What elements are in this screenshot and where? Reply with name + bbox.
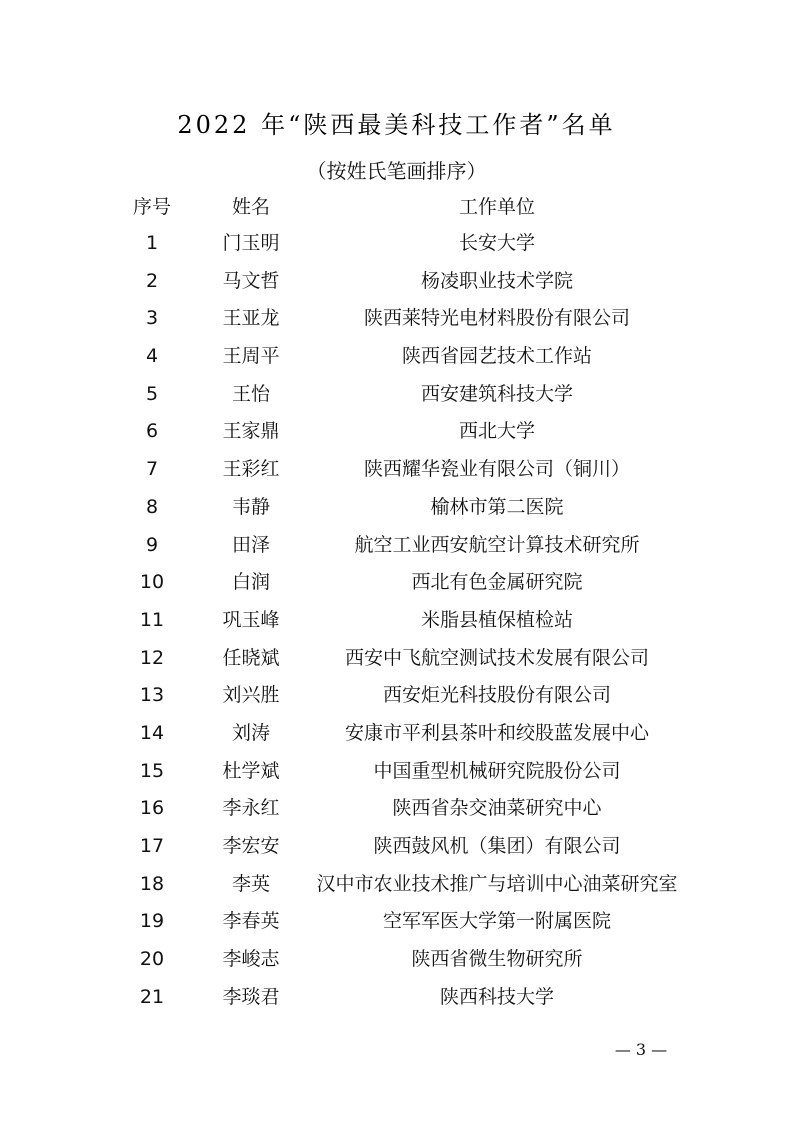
row-unit: 陕西省微生物研究所 xyxy=(411,948,583,971)
row-index: 2 xyxy=(145,269,159,292)
row-index: 6 xyxy=(145,420,159,443)
row-name: 李宏安 xyxy=(222,835,280,857)
row-index: 13 xyxy=(139,684,165,707)
row-name: 李英 xyxy=(231,872,270,895)
row-name: 任晓斌 xyxy=(222,646,280,669)
table-row xyxy=(0,451,793,489)
row-name: 韦静 xyxy=(231,495,270,518)
row-index: 18 xyxy=(139,872,165,895)
row-index: 20 xyxy=(139,948,165,971)
table-row xyxy=(0,376,793,414)
table-row xyxy=(0,979,793,1017)
row-name: 李峻志 xyxy=(222,948,280,971)
row-name: 巩玉峰 xyxy=(222,608,280,631)
table-row xyxy=(0,753,793,791)
row-name: 马文哲 xyxy=(222,269,280,292)
table-header-row xyxy=(0,189,793,225)
row-name: 王家鼎 xyxy=(222,420,280,443)
row-index: 1 xyxy=(145,232,159,254)
row-index: 15 xyxy=(139,759,165,782)
row-name: 李琰君 xyxy=(222,985,280,1008)
table-row xyxy=(0,413,793,451)
header-name: 姓名 xyxy=(231,196,270,218)
row-index: 11 xyxy=(139,608,165,631)
row-index: 16 xyxy=(139,797,165,820)
table-row xyxy=(0,602,793,640)
page-number: — 3 — xyxy=(614,1040,668,1059)
table-row xyxy=(0,677,793,715)
table-row xyxy=(0,300,793,338)
row-unit: 西安建筑科技大学 xyxy=(420,382,573,405)
row-index: 5 xyxy=(145,382,159,405)
table-row xyxy=(0,866,793,904)
row-index: 3 xyxy=(145,307,159,330)
row-unit: 杨凌职业技术学院 xyxy=(420,269,573,292)
row-unit: 中国重型机械研究院股份公司 xyxy=(373,759,621,782)
row-name: 王周平 xyxy=(222,345,280,368)
row-name: 门玉明 xyxy=(222,232,280,254)
row-index: 21 xyxy=(139,985,165,1008)
row-unit: 西安中飞航空测试技术发展有限公司 xyxy=(344,646,649,669)
row-unit: 陕西省杂交油菜研究中心 xyxy=(392,797,602,820)
table-row xyxy=(0,338,793,376)
row-name: 李永红 xyxy=(222,797,280,820)
row-unit: 陕西鼓风机（集团）有限公司 xyxy=(373,835,621,857)
row-name: 刘涛 xyxy=(231,721,270,744)
row-index: 19 xyxy=(139,910,165,933)
page-subtitle: （按姓氏笔画排序） xyxy=(306,159,487,183)
row-index: 10 xyxy=(139,571,165,594)
row-index: 9 xyxy=(145,533,159,556)
row-name: 田泽 xyxy=(231,533,270,556)
row-index: 14 xyxy=(139,721,165,744)
row-unit: 安康市平利县茶叶和绞股蓝发展中心 xyxy=(344,721,649,744)
row-unit: 西北有色金属研究院 xyxy=(411,571,583,594)
row-index: 8 xyxy=(145,495,159,518)
row-unit: 榆林市第二医院 xyxy=(430,495,564,518)
row-unit: 空军军医大学第一附属医院 xyxy=(382,910,611,933)
table-row xyxy=(0,941,793,979)
row-index: 7 xyxy=(145,458,159,481)
row-name: 王彩红 xyxy=(222,458,280,481)
row-name: 白润 xyxy=(231,571,270,594)
header-unit: 工作单位 xyxy=(458,196,535,218)
table-row xyxy=(0,527,793,565)
row-name: 杜学斌 xyxy=(222,759,280,782)
table-row xyxy=(0,903,793,941)
table-row xyxy=(0,828,793,866)
page-title: 2022 年“陕西最美科技工作者”名单 xyxy=(177,111,616,139)
row-unit: 西北大学 xyxy=(458,420,535,443)
row-name: 李春英 xyxy=(222,910,280,933)
row-unit: 陕西省园艺技术工作站 xyxy=(401,345,592,368)
row-name: 刘兴胜 xyxy=(222,684,280,707)
name-list-table xyxy=(0,189,793,1016)
table-row xyxy=(0,564,793,602)
row-unit: 长安大学 xyxy=(458,232,535,254)
row-index: 17 xyxy=(139,835,165,857)
table-row xyxy=(0,715,793,753)
row-name: 王怡 xyxy=(231,382,270,405)
row-index: 4 xyxy=(145,345,159,368)
row-unit: 西安炬光科技股份有限公司 xyxy=(382,684,611,707)
row-index: 12 xyxy=(139,646,165,669)
row-name: 王亚龙 xyxy=(222,307,280,330)
row-unit: 汉中市农业技术推广与培训中心油菜研究室 xyxy=(316,872,678,895)
row-unit: 航空工业西安航空计算技术研究所 xyxy=(354,533,640,556)
table-row xyxy=(0,225,793,263)
table-row xyxy=(0,263,793,301)
row-unit: 陕西科技大学 xyxy=(439,985,554,1008)
row-unit: 米脂县植保植检站 xyxy=(420,608,573,631)
table-row xyxy=(0,489,793,527)
row-unit: 陕西莱特光电材料股份有限公司 xyxy=(363,307,630,330)
table-row xyxy=(0,790,793,828)
header-index: 序号 xyxy=(132,196,171,218)
row-unit: 陕西耀华瓷业有限公司（铜川） xyxy=(363,458,630,481)
table-row xyxy=(0,640,793,678)
